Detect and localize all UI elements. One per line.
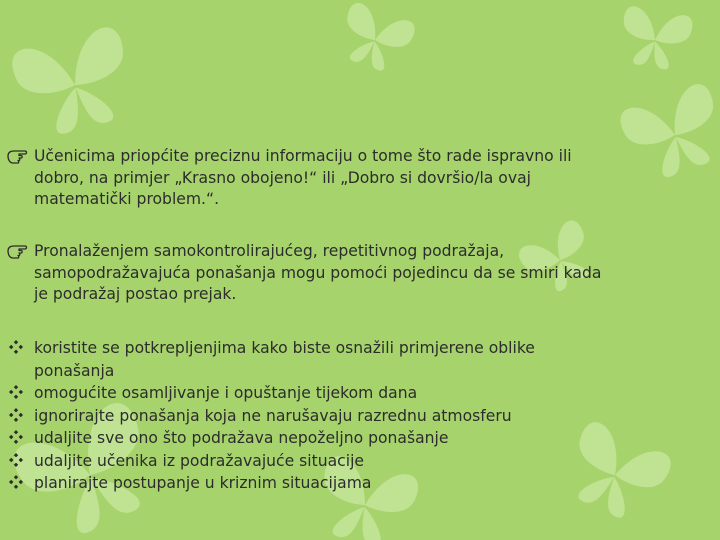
list-item [34,382,535,405]
four-diamond-bullet-icon [9,385,23,399]
paragraph-2 [34,241,601,306]
four-diamond-bullet-icon [9,475,23,489]
list-item-text: omogućite osamljivanje i opuštanje tijekom dana [34,384,418,402]
list-item-text: koristite se potkrepljenjima kako biste osnažili primjerene oblike [34,339,535,357]
four-diamond-bullet-icon [9,408,23,422]
list-item [34,472,535,495]
recommendation-list [34,337,535,495]
hand-pointing-icon [7,242,29,260]
list-item [34,427,535,450]
four-diamond-bullet-icon [9,430,23,444]
list-item-text: udaljite učenika iz podražavajuće situacije [34,451,365,470]
list-item-text: udaljite sve ono što podražava nepoželjno ponašanje [34,429,449,447]
list-item [34,450,535,473]
list-item [34,405,535,428]
hand-pointing-icon [7,147,29,165]
four-diamond-bullet-icon [9,453,23,467]
paragraph-line: samopodražavajuća ponašanja mogu pomoći pojedincu da se smiri kada [34,263,602,282]
paragraph-line: Učenicima priopćite preciznu informaciju o tome što rade ispravno ili [34,147,572,165]
list-item-text: ignorirajte ponašanja koja ne narušavaju razrednu atmosferu [34,406,512,425]
four-diamond-bullet-icon [9,340,23,354]
paragraph-line: Pronalaženjem samokontrolirajućeg, repetitivnog podražaja, [34,242,505,260]
list-item-text: planirajte postupanje u kriznim situacijama [34,474,372,492]
list-item-text: ponašanja [34,361,115,380]
paragraph-line: je podražaj postao prejak. [34,285,237,303]
paragraph-line: matematički problem.“. [34,190,220,208]
paragraph-1 [34,146,572,211]
paragraph-line: dobro, na primjer „Krasno obojeno!“ ili „Dobro si dovršio/la ovaj [34,168,531,187]
list-item [34,337,535,382]
